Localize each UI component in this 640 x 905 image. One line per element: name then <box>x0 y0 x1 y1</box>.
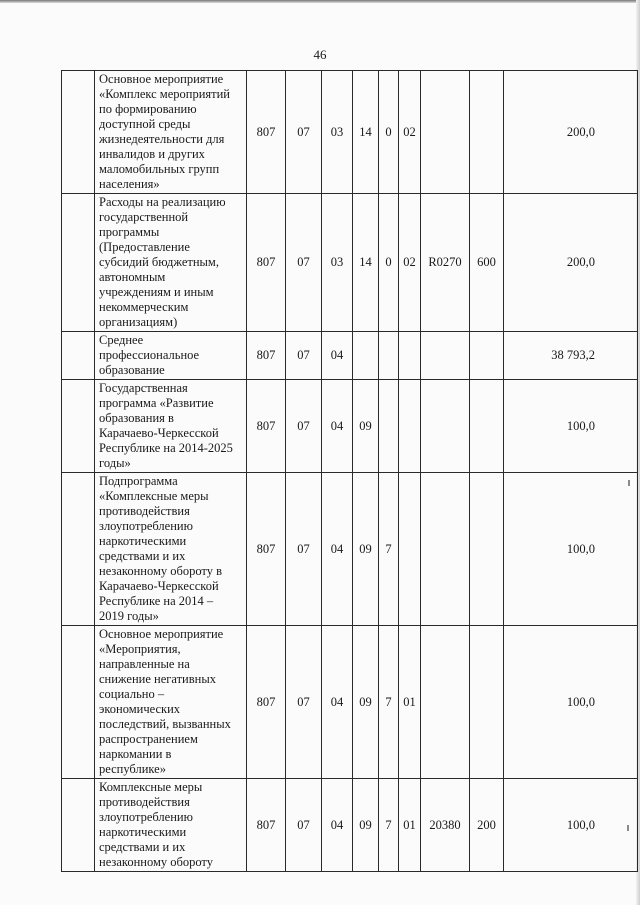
item-name-line: программы <box>99 225 160 239</box>
subprogram-code-cell: 7 <box>379 626 399 779</box>
page-number: 46 <box>313 47 327 62</box>
section-code-cell: 07 <box>286 473 322 626</box>
item-name-line: субсидий бюджетным, <box>99 255 219 269</box>
item-name-line: Основное мероприятие <box>99 627 224 641</box>
row-number-cell <box>62 71 95 194</box>
item-name-line: наркотическими <box>99 825 187 839</box>
item-name-line: учреждениям и иным <box>99 285 214 299</box>
budget-table <box>61 70 638 872</box>
item-name-line: наркотическими <box>99 534 187 548</box>
expense-type-cell <box>470 473 504 626</box>
item-name-line: маломобильных групп <box>99 162 220 176</box>
expense-direction-cell <box>421 626 470 779</box>
row-number-cell <box>62 473 95 626</box>
ministry-code-cell: 807 <box>247 779 286 872</box>
item-name-line: распространением <box>99 732 198 746</box>
row-number-cell <box>62 380 95 473</box>
table-row <box>62 332 638 380</box>
item-name-line: злоупотреблению <box>99 810 193 824</box>
ministry-code-cell: 807 <box>247 194 286 332</box>
event-code-cell <box>399 332 421 380</box>
budget-table-body <box>62 71 638 872</box>
item-name-cell <box>95 779 247 872</box>
program-code-cell <box>353 332 379 380</box>
item-name-line: автономным <box>99 270 166 284</box>
amount-cell: 200,0 <box>504 194 638 332</box>
table-row <box>62 71 638 194</box>
subsection-code-cell: 04 <box>322 380 353 473</box>
expense-type-cell <box>470 380 504 473</box>
section-code-cell: 07 <box>286 332 322 380</box>
item-name-line: республике» <box>99 762 166 776</box>
row-number-cell <box>62 779 95 872</box>
amount-cell: 100,0 <box>504 779 638 872</box>
item-name-line: образования в <box>99 411 174 425</box>
ministry-code-cell: 807 <box>247 380 286 473</box>
item-name-cell <box>95 626 247 779</box>
row-number-cell <box>62 194 95 332</box>
table-row <box>62 626 638 779</box>
item-name-cell <box>95 194 247 332</box>
program-code-cell: 09 <box>353 626 379 779</box>
row-number-cell <box>62 626 95 779</box>
item-name-line: социально – <box>99 687 165 701</box>
expense-type-cell <box>470 626 504 779</box>
ministry-code-cell: 807 <box>247 332 286 380</box>
item-name-line: Среднее <box>99 333 144 347</box>
subsection-code-cell: 04 <box>322 626 353 779</box>
item-name-cell <box>95 71 247 194</box>
expense-direction-cell <box>421 71 470 194</box>
table-row <box>62 779 638 872</box>
section-code-cell: 07 <box>286 779 322 872</box>
item-name-line: направленные на <box>99 657 190 671</box>
expense-direction-cell <box>421 380 470 473</box>
item-name-line: организациям) <box>99 315 178 329</box>
subprogram-code-cell: 7 <box>379 473 399 626</box>
item-name-line: наркомании в <box>99 747 172 761</box>
program-code-cell: 14 <box>353 194 379 332</box>
event-code-cell: 01 <box>399 626 421 779</box>
item-name-line: некоммерческим <box>99 300 189 314</box>
amount-cell: 200,0 <box>504 71 638 194</box>
expense-type-cell: 200 <box>470 779 504 872</box>
item-name-line: 2019 годы» <box>99 609 159 623</box>
event-code-cell <box>399 380 421 473</box>
item-name-line: «Комплекс мероприятий <box>99 87 230 101</box>
expense-direction-cell <box>421 332 470 380</box>
subsection-code-cell: 04 <box>322 332 353 380</box>
item-name-line: доступной среды <box>99 117 191 131</box>
item-name-line: «Комплексные меры <box>99 489 209 503</box>
section-code-cell: 07 <box>286 194 322 332</box>
item-name-line: средствами и их <box>99 840 186 854</box>
item-name-line: Республике на 2014-2025 <box>99 441 233 455</box>
subprogram-code-cell: 0 <box>379 71 399 194</box>
expense-type-cell <box>470 71 504 194</box>
subprogram-code-cell <box>379 332 399 380</box>
item-name-line: государственной <box>99 210 189 224</box>
amount-cell: 100,0 <box>504 473 638 626</box>
item-name-line: снижение негативных <box>99 672 216 686</box>
table-row <box>62 380 638 473</box>
program-code-cell: 09 <box>353 779 379 872</box>
program-code-cell: 09 <box>353 380 379 473</box>
item-name-line: «Мероприятия, <box>99 642 181 656</box>
item-name-line: инвалидов и других <box>99 147 205 161</box>
item-name-line: противодействия <box>99 795 190 809</box>
item-name-line: незаконному обороту <box>99 855 213 869</box>
expense-type-cell <box>470 332 504 380</box>
item-name-cell <box>95 473 247 626</box>
program-code-cell: 09 <box>353 473 379 626</box>
ministry-code-cell: 807 <box>247 71 286 194</box>
item-name-line: злоупотреблению <box>99 519 193 533</box>
item-name-line: экономических <box>99 702 181 716</box>
subsection-code-cell: 04 <box>322 779 353 872</box>
subprogram-code-cell: 0 <box>379 194 399 332</box>
section-code-cell: 07 <box>286 626 322 779</box>
item-name-line: годы» <box>99 456 131 470</box>
item-name-cell <box>95 332 247 380</box>
item-name-line: Карачаево-Черкесской <box>99 426 219 440</box>
section-code-cell: 07 <box>286 380 322 473</box>
item-name-line: Государственная <box>99 381 188 395</box>
ministry-code-cell: 807 <box>247 473 286 626</box>
row-number-cell <box>62 332 95 380</box>
item-name-line: средствами и их <box>99 549 186 563</box>
table-row <box>62 194 638 332</box>
amount-cell: 38 793,2 <box>504 332 638 380</box>
table-row <box>62 473 638 626</box>
section-code-cell: 07 <box>286 71 322 194</box>
subsection-code-cell: 04 <box>322 473 353 626</box>
amount-cell: 100,0 <box>504 626 638 779</box>
item-name-line: противодействия <box>99 504 190 518</box>
item-name-line: профессиональное <box>99 348 200 362</box>
item-name-line: Основное мероприятие <box>99 72 224 86</box>
expense-direction-cell <box>421 473 470 626</box>
expense-type-cell: 600 <box>470 194 504 332</box>
expense-direction-cell: R0270 <box>421 194 470 332</box>
item-name-line: незаконному обороту в <box>99 564 223 578</box>
subprogram-code-cell: 7 <box>379 779 399 872</box>
item-name-line: населения» <box>99 177 160 191</box>
event-code-cell: 02 <box>399 71 421 194</box>
ministry-code-cell: 807 <box>247 626 286 779</box>
item-name-line: жизнедеятельности для <box>99 132 225 146</box>
item-name-line: Республике на 2014 – <box>99 594 214 608</box>
amount-cell: 100,0 <box>504 380 638 473</box>
subsection-code-cell: 03 <box>322 194 353 332</box>
event-code-cell: 02 <box>399 194 421 332</box>
item-name-line: последствий, вызванных <box>99 717 231 731</box>
expense-direction-cell: 20380 <box>421 779 470 872</box>
event-code-cell: 01 <box>399 779 421 872</box>
event-code-cell <box>399 473 421 626</box>
item-name-line: (Предоставление <box>99 240 190 254</box>
program-code-cell: 14 <box>353 71 379 194</box>
scan-edge-top <box>0 0 640 3</box>
item-name-line: Карачаево-Черкесской <box>99 579 219 593</box>
item-name-cell <box>95 380 247 473</box>
subprogram-code-cell <box>379 380 399 473</box>
item-name-line: Расходы на реализацию <box>99 195 226 209</box>
subsection-code-cell: 03 <box>322 71 353 194</box>
item-name-line: программа «Развитие <box>99 396 214 410</box>
item-name-line: Подпрограмма <box>99 474 178 488</box>
item-name-line: по формированию <box>99 102 197 116</box>
item-name-line: образование <box>99 363 165 377</box>
item-name-line: Комплексные меры <box>99 780 203 794</box>
